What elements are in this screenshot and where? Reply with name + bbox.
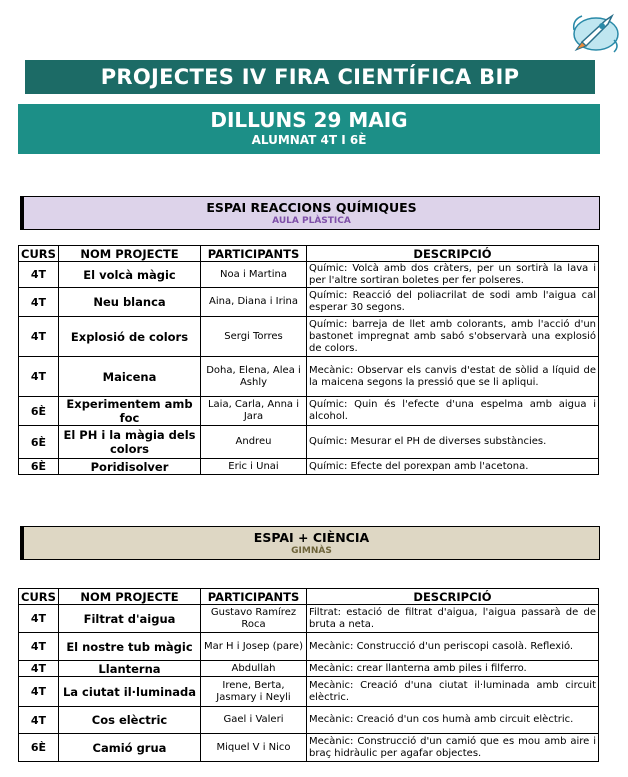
description-cell: Químic: Mesurar el PH de diverses substàncies.: [307, 426, 599, 459]
curs-cell: 4T: [19, 288, 59, 317]
column-header-descripcio: DESCRIPCIÓ: [307, 589, 599, 605]
project-name-cell: Cos elèctric: [59, 707, 201, 734]
table-row: [19, 707, 599, 734]
project-name-cell: La ciutat il·luminada: [59, 677, 201, 707]
participants-cell: Doha, Elena, Alea i Ashly: [201, 357, 307, 397]
curs-cell: 6È: [19, 459, 59, 475]
description-cell: Mecànic: Creació d'un cos humà amb circuit elèctric.: [307, 707, 599, 734]
project-name-cell: El volcà màgic: [59, 262, 201, 288]
participants-cell: Miquel V i Nico: [201, 734, 307, 762]
curs-cell: 4T: [19, 633, 59, 661]
description-cell: Mecànic: crear llanterna amb piles i filferro.: [307, 661, 599, 677]
project-name-cell: Llanterna: [59, 661, 201, 677]
project-name-cell: Filtrat d'aigua: [59, 605, 201, 633]
curs-cell: 4T: [19, 605, 59, 633]
curs-cell: 4T: [19, 661, 59, 677]
table-row: [19, 357, 599, 397]
description-cell: Mecànic: Construcció d'un camió que es mou amb aire i braç hidràulic per agafar objectes.: [307, 734, 599, 762]
table-row: [19, 288, 599, 317]
curs-cell: 6È: [19, 426, 59, 459]
date-banner: [18, 104, 600, 154]
participants-cell: Irene, Berta, Jasmary i Neyli: [201, 677, 307, 707]
column-header-participants: PARTICIPANTS: [201, 589, 307, 605]
table-header-row: [19, 246, 599, 262]
space-title: ESPAI REACCIONS QUÍMIQUES: [206, 200, 417, 215]
curs-cell: 6È: [19, 734, 59, 762]
description-cell: Mecànic: Observar els canvis d'estat de sòlid a líquid de la maicena segons la pressió que se li apliqui.: [307, 357, 599, 397]
column-header-participants: PARTICIPANTS: [201, 246, 307, 262]
column-header-descripcio: DESCRIPCIÓ: [307, 246, 599, 262]
participants-cell: Eric i Unai: [201, 459, 307, 475]
projects-table-reaccions: [18, 245, 599, 475]
column-header-curs: CURS: [19, 246, 59, 262]
project-name-cell: El PH i la màgia dels colors: [59, 426, 201, 459]
table-row: [19, 661, 599, 677]
table-row: [19, 262, 599, 288]
space-title: ESPAI + CIÈNCIA: [253, 530, 370, 545]
project-name-cell: Camió grua: [59, 734, 201, 762]
students-label: ALUMNAT 4T I 6È: [251, 133, 367, 147]
space-room: GIMNÀS: [291, 546, 332, 556]
project-name-cell: Experimentem amb foc: [59, 397, 201, 426]
participants-cell: Mar H i Josep (pare): [201, 633, 307, 661]
participants-cell: Laia, Carla, Anna i Jara: [201, 397, 307, 426]
description-cell: Químic: Reacció del poliacrilat de sodi amb l'aigua cal esperar 30 segons.: [307, 288, 599, 317]
table-row: [19, 677, 599, 707]
participants-cell: Gael i Valeri: [201, 707, 307, 734]
table-row: [19, 459, 599, 475]
space-header-ciencia: [20, 526, 600, 560]
table-row: [19, 633, 599, 661]
column-header-nom: NOM PROJECTE: [59, 246, 201, 262]
participants-cell: Aina, Diana i Irina: [201, 288, 307, 317]
project-name-cell: El nostre tub màgic: [59, 633, 201, 661]
curs-cell: 4T: [19, 707, 59, 734]
curs-cell: 6È: [19, 397, 59, 426]
column-header-nom: NOM PROJECTE: [59, 589, 201, 605]
curs-cell: 4T: [19, 317, 59, 357]
description-cell: Químic: Efecte del porexpan amb l'acetona.: [307, 459, 599, 475]
space-header-reaccions: [20, 196, 600, 230]
project-name-cell: Poridisolver: [59, 459, 201, 475]
table-row: [19, 397, 599, 426]
curs-cell: 4T: [19, 677, 59, 707]
project-name-cell: Explosió de colors: [59, 317, 201, 357]
participants-cell: Noa i Martina: [201, 262, 307, 288]
space-room: AULA PLÀSTICA: [272, 216, 351, 226]
projects-table-ciencia: [18, 588, 599, 762]
page-title: PROJECTES IV FIRA CIENTÍFICA BIP: [25, 60, 595, 94]
description-cell: Mecànic: Construcció d'un periscopi casolà. Reflexió.: [307, 633, 599, 661]
table-row: [19, 426, 599, 459]
rocket-logo-icon: [568, 6, 624, 58]
event-date: DILLUNS 29 MAIG: [210, 108, 408, 132]
description-cell: Químic: barreja de llet amb colorants, amb l'acció d'un bastonet impregnat amb sabó s'observarà una explosió de colors.: [307, 317, 599, 357]
participants-cell: Gustavo Ramírez Roca: [201, 605, 307, 633]
description-cell: Químic: Volcà amb dos cràters, per un sortirà la lava i per l'altre sortiran boletes per fer polseres.: [307, 262, 599, 288]
description-cell: Mecànic: Creació d'una ciutat il·luminada amb circuit elèctric.: [307, 677, 599, 707]
curs-cell: 4T: [19, 262, 59, 288]
table-row: [19, 734, 599, 762]
table-row: [19, 317, 599, 357]
project-name-cell: Neu blanca: [59, 288, 201, 317]
curs-cell: 4T: [19, 357, 59, 397]
participants-cell: Abdullah: [201, 661, 307, 677]
table-header-row: [19, 589, 599, 605]
column-header-curs: CURS: [19, 589, 59, 605]
table-row: [19, 605, 599, 633]
description-cell: Filtrat: estació de filtrat d'aigua, l'aigua passarà de de bruta a neta.: [307, 605, 599, 633]
description-cell: Químic: Quin és l'efecte d'una espelma amb aigua i alcohol.: [307, 397, 599, 426]
participants-cell: Andreu: [201, 426, 307, 459]
participants-cell: Sergi Torres: [201, 317, 307, 357]
project-name-cell: Maicena: [59, 357, 201, 397]
